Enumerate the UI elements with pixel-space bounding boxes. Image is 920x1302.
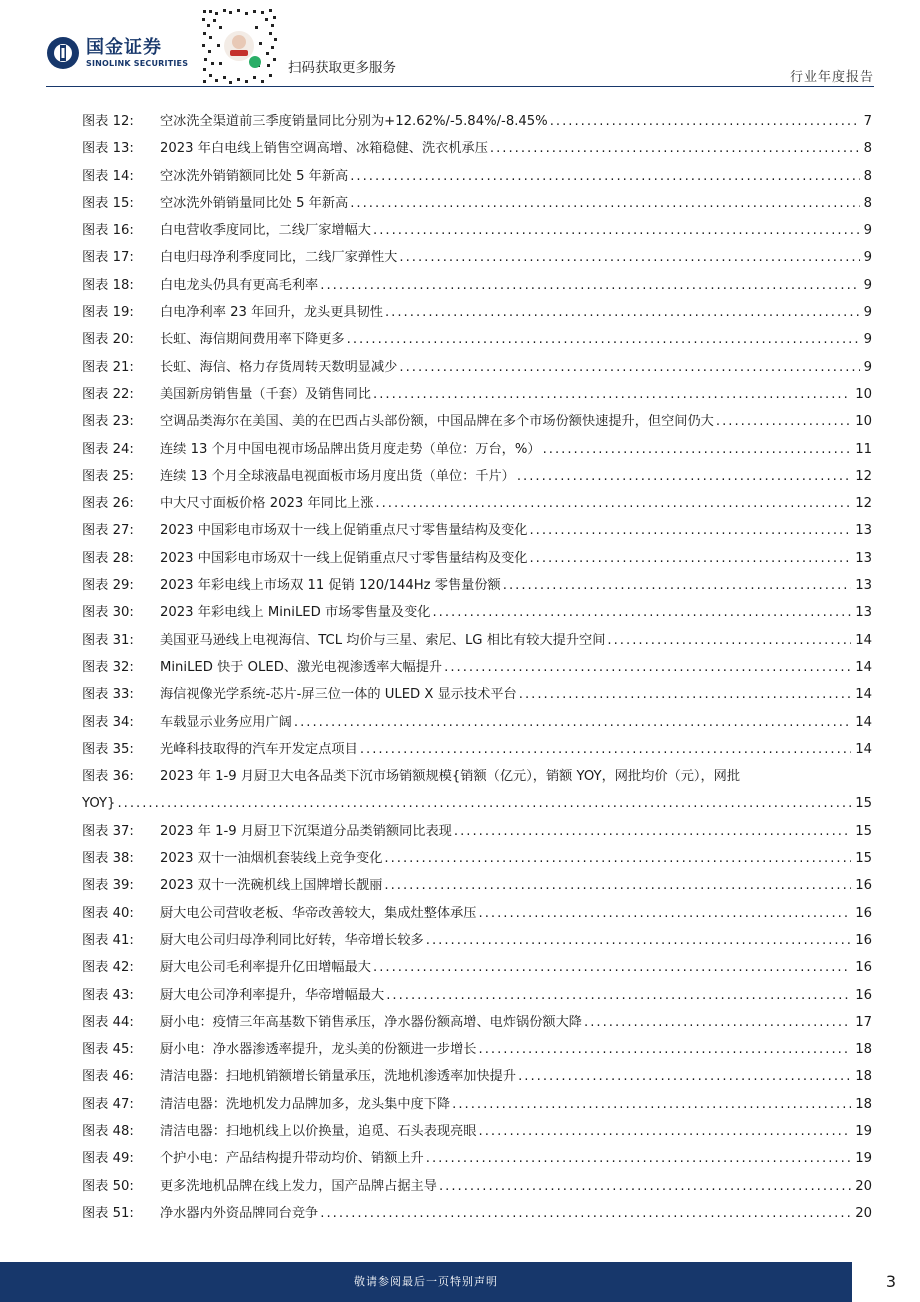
toc-entry-label: 图表 39: — [82, 878, 134, 894]
toc-entry-label: 图表 48: — [82, 1123, 134, 1139]
toc-entry-label: 图表 33: — [82, 687, 134, 703]
toc-entry[interactable] — [82, 627, 872, 654]
toc-entry-page: 16 — [855, 960, 872, 976]
toc-entry-label: 图表 35: — [82, 741, 134, 757]
toc-entry-title: 厨大电公司营收老板、华帝改善较大，集成灶整体承压 — [160, 905, 477, 921]
toc-entry-label: 图表 13: — [82, 141, 134, 157]
toc-entry[interactable] — [82, 709, 872, 736]
toc-entry-page: 9 — [863, 305, 872, 321]
toc-entry-title: 2023 年白电线上销售空调高增、冰箱稳健、洗衣机承压 — [160, 141, 488, 157]
toc-leader-dots — [397, 244, 859, 271]
toc-entry-label: 图表 31: — [82, 632, 134, 648]
toc-entry-page: 16 — [855, 878, 872, 894]
toc-entry-page: 7 — [863, 114, 872, 129]
toc-entry-label: 图表 27: — [82, 523, 134, 539]
toc-entry-label: 图表 21: — [82, 359, 134, 375]
toc-entry[interactable] — [82, 190, 872, 217]
toc-leader-dots — [318, 272, 859, 299]
toc-entry-label: 图表 45: — [82, 1042, 134, 1058]
toc-entry[interactable] — [82, 763, 872, 790]
toc-leader-dots — [373, 490, 851, 517]
toc-entry-title: 2023 年 1-9 月厨卫下沉渠道分品类销额同比表现 — [160, 823, 452, 839]
toc-entry-label: 图表 43: — [82, 987, 134, 1003]
toc-entry-title: 空冰洗外销销额同比处 5 年新高 — [160, 168, 349, 184]
toc-entry[interactable] — [82, 1091, 872, 1118]
toc-entry-title: 清洁电器：洗地机发力品牌加多，龙头集中度下降 — [160, 1096, 451, 1112]
toc-entry-page: 12 — [855, 468, 872, 484]
footer-disclaimer: 敬请参阅最后一页特别声明 — [354, 1275, 498, 1288]
toc-leader-dots — [714, 408, 851, 435]
toc-entry-page: 16 — [855, 987, 872, 1003]
toc-entry-title: 个护小电：产品结构提升带动均价、销额上升 — [160, 1151, 424, 1167]
toc-leader-dots — [318, 1200, 851, 1227]
toc-entry-page: 8 — [863, 141, 872, 157]
toc-entry-title: 清洁电器：扫地机线上以价换量，追觅、石头表现亮眼 — [160, 1123, 477, 1139]
toc-entry-page: 12 — [855, 496, 872, 512]
toc-leader-dots — [358, 736, 851, 763]
toc-entry[interactable] — [82, 545, 872, 572]
toc-entry-label: 图表 17: — [82, 250, 134, 266]
toc-leader-dots — [424, 927, 851, 954]
toc-entry-title: 2023 年彩电线上市场双 11 促销 120/144Hz 零售量份额 — [160, 578, 501, 594]
toc-entry-label: 图表 36: — [82, 769, 134, 785]
toc-entry[interactable] — [82, 1009, 872, 1036]
toc-entry-label: 图表 12: — [82, 114, 134, 129]
toc-leader-dots — [115, 790, 851, 817]
toc-entry-label: 图表 19: — [82, 305, 134, 321]
toc-leader-dots — [437, 1173, 851, 1200]
toc-entry-label: 图表 37: — [82, 823, 134, 839]
page-header — [0, 0, 920, 88]
toc-leader-dots — [424, 1145, 851, 1172]
toc-leader-dots — [348, 163, 859, 190]
toc-entry-page: 14 — [855, 659, 872, 675]
toc-entry-label: 图表 47: — [82, 1096, 134, 1112]
toc-entry[interactable] — [82, 163, 872, 190]
toc-leader-dots — [488, 135, 860, 162]
toc-entry-title: MiniLED 快于 OLED、激光电视渗透率大幅提升 — [160, 659, 443, 675]
header-divider — [46, 86, 874, 87]
toc-entry-title-continued: YOY} — [82, 796, 116, 812]
brand-name-en: SINOLINK SECURITIES — [86, 58, 189, 68]
toc-leader-dots — [345, 326, 860, 353]
brand-logo — [46, 36, 188, 70]
toc-entry-label: 图表 26: — [82, 496, 134, 512]
toc-entry[interactable] — [82, 217, 872, 244]
toc-entry-page: 13 — [855, 523, 872, 539]
toc-leader-dots — [515, 463, 851, 490]
toc-entry-label: 图表 42: — [82, 960, 134, 976]
toc-entry-title: 白电归母净利季度同比，二线厂家弹性大 — [160, 250, 398, 266]
toc-entry-label: 图表 15: — [82, 195, 134, 211]
toc-entry-label: 图表 24: — [82, 441, 134, 457]
toc-entry[interactable] — [82, 1036, 872, 1063]
toc-entry-label: 图表 29: — [82, 578, 134, 594]
toc-entry-title: 长虹、海信期间费用率下降更多 — [160, 332, 345, 348]
qr-code-icon[interactable] — [199, 6, 279, 86]
toc-entry-page: 20 — [855, 1178, 872, 1194]
toc-leader-dots — [348, 190, 859, 217]
toc-entry[interactable] — [82, 654, 872, 681]
toc-leader-dots — [450, 1091, 851, 1118]
toc-leader-dots — [397, 354, 859, 381]
toc-entry-title: 白电龙头仍具有更高毛利率 — [160, 277, 319, 293]
toc-entry[interactable] — [82, 354, 872, 381]
toc-entry[interactable] — [82, 954, 872, 981]
toc-leader-dots — [517, 681, 851, 708]
toc-entry[interactable] — [82, 818, 872, 845]
toc-entry-label: 图表 50: — [82, 1178, 134, 1194]
toc-entry-page: 9 — [863, 250, 872, 266]
toc-entry[interactable] — [82, 408, 872, 435]
toc-entry-label: 图表 20: — [82, 332, 134, 348]
toc-entry-title: 厨大电公司毛利率提升亿田增幅最大 — [160, 960, 371, 976]
toc-entry[interactable] — [82, 1118, 872, 1145]
toc-entry-label: 图表 25: — [82, 468, 134, 484]
toc-entry-page: 18 — [855, 1069, 872, 1085]
toc-entry-title: 美国亚马逊线上电视海信、TCL 均价与三星、索尼、LG 相比有较大提升空间 — [160, 632, 606, 648]
toc-leader-dots — [541, 436, 852, 463]
toc-entry[interactable] — [82, 599, 872, 626]
toc-entry-title: 厨大电公司净利率提升，华帝增幅最大 — [160, 987, 385, 1003]
toc-entry-page: 16 — [855, 932, 872, 948]
toc-entry-label: 图表 23: — [82, 414, 134, 430]
toc-entry-page: 15 — [855, 851, 872, 867]
toc-entry-label: 图表 49: — [82, 1151, 134, 1167]
toc-entry-title: 厨大电公司归母净利同比好转，华帝增长较多 — [160, 932, 424, 948]
toc-entry-page: 8 — [863, 195, 872, 211]
sinolink-logo-icon — [46, 36, 80, 70]
toc-leader-dots — [527, 545, 851, 572]
toc-entry[interactable] — [82, 299, 872, 326]
toc-entry-label: 图表 22: — [82, 386, 134, 402]
toc-entry[interactable] — [82, 272, 872, 299]
page-number: 3 — [885, 1272, 896, 1291]
brand-name-cn: 国金证券 — [86, 36, 162, 58]
toc-leader-dots — [477, 1118, 852, 1145]
toc-leader-dots — [382, 845, 851, 872]
report-type-label: 行业年度报告 — [789, 70, 874, 85]
toc-leader-dots — [384, 982, 851, 1009]
toc-leader-dots — [371, 381, 851, 408]
toc-leader-dots — [477, 1036, 852, 1063]
toc-entry-title: 净水器内外资品牌同台竞争 — [160, 1205, 319, 1221]
toc-leader-dots — [430, 599, 851, 626]
toc-entry-page: 13 — [855, 550, 872, 566]
toc-leader-dots — [605, 627, 851, 654]
toc-leader-dots — [582, 1009, 851, 1036]
toc-entry[interactable] — [82, 1173, 872, 1200]
toc-leader-dots — [477, 900, 852, 927]
toc-entry-page: 10 — [855, 386, 872, 402]
toc-entry[interactable] — [82, 436, 872, 463]
toc-entry-title: 厨小电：疫情三年高基数下销售承压，净水器份额高增、电炸锅份额大降 — [160, 1014, 582, 1030]
toc-entry-label: 图表 28: — [82, 550, 134, 566]
toc-entry-label: 图表 38: — [82, 851, 134, 867]
toc-entry[interactable] — [82, 681, 872, 708]
toc-entry[interactable] — [82, 736, 872, 763]
toc-entry[interactable] — [82, 244, 872, 271]
toc-entry-title: 白电净利率 23 年回升，龙头更具韧性 — [160, 305, 383, 321]
page-footer — [0, 1262, 920, 1302]
toc-entry-page: 15 — [855, 823, 872, 839]
toc-entry[interactable] — [82, 900, 872, 927]
toc-entry-title: 连续 13 个月中国电视市场品牌出货月度走势（单位：万台，%） — [160, 441, 541, 457]
toc-entry-page: 8 — [863, 168, 872, 184]
toc-entry[interactable] — [82, 1063, 872, 1090]
toc-entry-page: 10 — [855, 414, 872, 430]
toc-entry-title: 2023 双十一洗碗机线上国牌增长靓丽 — [160, 878, 383, 894]
toc-entry-title: 2023 中国彩电市场双十一线上促销重点尺寸零售量结构及变化 — [160, 550, 528, 566]
toc-entry[interactable] — [82, 463, 872, 490]
toc-entry-title: 光峰科技取得的汽车开发定点项目 — [160, 741, 358, 757]
toc-entry[interactable] — [82, 381, 872, 408]
toc-entry-page: 14 — [855, 714, 872, 730]
toc-entry-page: 9 — [863, 223, 872, 239]
toc-entry[interactable] — [82, 490, 872, 517]
toc-entry[interactable] — [82, 572, 872, 599]
toc-entry-page: 15 — [855, 796, 872, 812]
toc-entry-label: 图表 32: — [82, 659, 134, 675]
toc-entry-page: 19 — [855, 1151, 872, 1167]
toc-entry-page: 9 — [863, 277, 872, 293]
toc-entry-page: 11 — [855, 441, 872, 457]
toc-entry[interactable] — [82, 135, 872, 162]
toc-entry[interactable] — [82, 517, 872, 544]
toc-entry-title: 车载显示业务应用广阔 — [160, 714, 292, 730]
toc-entry-label: 图表 30: — [82, 605, 134, 621]
toc-leader-dots — [452, 818, 851, 845]
toc-leader-dots — [516, 1063, 851, 1090]
toc-leader-dots — [371, 954, 851, 981]
toc-entry-page: 13 — [855, 578, 872, 594]
toc-entry-label: 图表 40: — [82, 905, 134, 921]
toc-entry[interactable] — [82, 845, 872, 872]
toc-entry[interactable] — [82, 1200, 872, 1227]
toc-entry-title: 美国新房销售量（千套）及销售同比 — [160, 386, 371, 402]
toc-entry-continuation[interactable] — [82, 790, 872, 817]
toc-entry-title: 2023 年彩电线上 MiniLED 市场零售量及变化 — [160, 605, 431, 621]
toc-entry-title: 厨小电：净水器渗透率提升，龙头美的份额进一步增长 — [160, 1042, 477, 1058]
toc-entry-title: 更多洗地机品牌在线上发力，国产品牌占据主导 — [160, 1178, 437, 1194]
toc-leader-dots — [382, 872, 851, 899]
qr-caption: 扫码获取更多服务 — [288, 60, 396, 76]
toc-leader-dots — [527, 517, 851, 544]
toc-entry-page: 19 — [855, 1123, 872, 1139]
toc-entry-title: 中大尺寸面板价格 2023 年同比上涨 — [160, 496, 374, 512]
toc-leader-dots — [371, 217, 860, 244]
toc-entry-page: 13 — [855, 605, 872, 621]
toc-entry-label: 图表 51: — [82, 1205, 134, 1221]
toc-entry-page: 14 — [855, 687, 872, 703]
toc-entry-title: 空冰洗外销销量同比处 5 年新高 — [160, 195, 349, 211]
toc-entry-title: 连续 13 个月全球液晶电视面板市场月度出货（单位：千片） — [160, 468, 515, 484]
toc-entry[interactable] — [82, 108, 872, 135]
toc-entry-label: 图表 18: — [82, 277, 134, 293]
toc-leader-dots — [442, 654, 851, 681]
toc-entry-label: 图表 14: — [82, 168, 134, 184]
toc-entry-page: 17 — [855, 1014, 872, 1030]
toc-entry[interactable] — [82, 982, 872, 1009]
toc-entry-title: 2023 中国彩电市场双十一线上促销重点尺寸零售量结构及变化 — [160, 523, 528, 539]
toc-entry-page: 18 — [855, 1042, 872, 1058]
toc-entry-title: 海信视像光学系统-芯片-屏三位一体的 ULED X 显示技术平台 — [160, 687, 517, 703]
toc-entry-page: 9 — [863, 359, 872, 375]
toc-entry-page: 20 — [855, 1205, 872, 1221]
toc-entry-page: 18 — [855, 1096, 872, 1112]
toc-entry-title: 白电营收季度同比，二线厂家增幅大 — [160, 223, 371, 239]
toc-entry-title: 空调品类海尔在美国、美的在巴西占头部份额，中国品牌在多个市场份额快速提升，但空间仍大 — [160, 414, 714, 430]
toc-entry-label: 图表 44: — [82, 1014, 134, 1030]
toc-leader-dots — [292, 709, 851, 736]
toc-entry-label: 图表 46: — [82, 1069, 134, 1085]
toc-entry-title: 清洁电器：扫地机销额增长销量承压，洗地机渗透率加快提升 — [160, 1069, 517, 1085]
toc-leader-dots — [383, 299, 860, 326]
toc-entry-page: 9 — [863, 332, 872, 348]
toc-entry[interactable] — [82, 326, 872, 353]
toc-entry[interactable] — [82, 927, 872, 954]
toc-entry-page: 14 — [855, 741, 872, 757]
toc-entry-title: 2023 年 1-9 月厨卫大电各品类下沉市场销额规模{销额（亿元），销额 YOY，网批均价（元），网批 — [160, 769, 741, 785]
toc-entry-label: 图表 16: — [82, 223, 134, 239]
toc-entry-title: 空冰洗全渠道前三季度销量同比分别为+12.62%/-5.84%/-8.45% — [160, 114, 548, 129]
toc-entry-label: 图表 34: — [82, 714, 134, 730]
toc-entry-title: 长虹、海信、格力存货周转天数明显减少 — [160, 359, 398, 375]
toc-entry-page: 16 — [855, 905, 872, 921]
toc-leader-dots — [501, 572, 851, 599]
toc-entry[interactable] — [82, 1145, 872, 1172]
toc-entry-label: 图表 41: — [82, 932, 134, 948]
toc-entry[interactable] — [82, 872, 872, 899]
table-of-figures — [82, 108, 872, 1227]
toc-entry-page: 14 — [855, 632, 872, 648]
toc-leader-dots — [548, 108, 860, 135]
toc-entry-title: 2023 双十一油烟机套装线上竞争变化 — [160, 851, 383, 867]
